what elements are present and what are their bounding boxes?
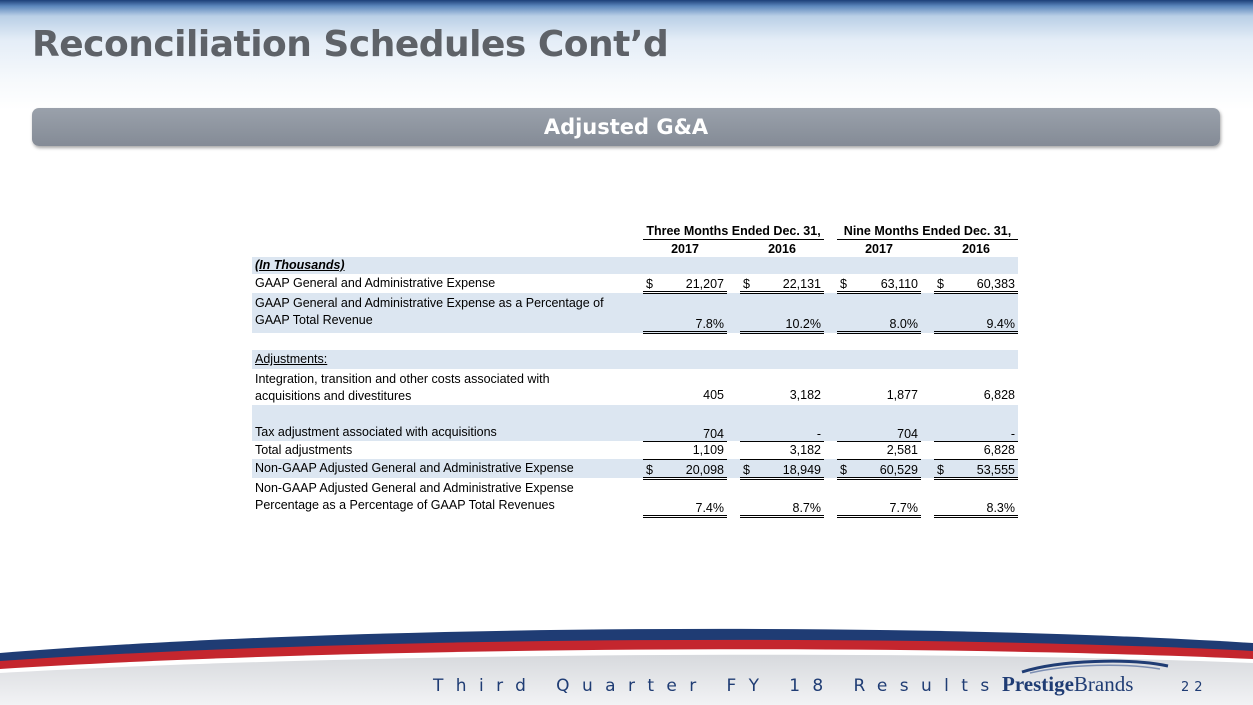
currency-symbol: $ xyxy=(840,462,847,477)
year-header: 2017 xyxy=(671,241,699,256)
cell-value: 3,182 xyxy=(740,441,824,459)
cell-value: 6,828 xyxy=(983,388,1015,402)
period-three-months: Three Months Ended Dec. 31, xyxy=(643,222,824,240)
section-banner xyxy=(32,108,1220,146)
cell-value: 8.0% xyxy=(837,293,921,333)
units-row xyxy=(252,257,1018,274)
cell-value: 63,110 xyxy=(880,277,918,291)
footer-subtitle: Third Quarter FY 18 Results xyxy=(433,676,1002,696)
cell-value: 8.3% xyxy=(934,478,1018,516)
cell-value: 1,109 xyxy=(643,441,727,459)
adjustments-header-row xyxy=(252,350,1018,369)
table-row-total-adjustments xyxy=(252,441,1018,459)
cell-value: 7.4% xyxy=(643,478,727,516)
brand-logo xyxy=(1002,672,1133,697)
cell-value: 704 xyxy=(643,405,727,441)
table-row-integration xyxy=(252,369,1018,405)
cell-value: 60,383 xyxy=(976,277,1015,291)
cell-value: 18,949 xyxy=(782,462,821,477)
cell-value: 8.7% xyxy=(740,478,824,516)
brand-logo-part2: Brands xyxy=(1073,672,1134,696)
cell-value: 1,877 xyxy=(886,388,918,402)
row-label: GAAP General and Administrative Expense xyxy=(255,275,496,290)
banner-label: Adjusted G&A xyxy=(543,115,709,139)
cell-value: 10.2% xyxy=(740,293,824,333)
currency-symbol: $ xyxy=(937,462,944,477)
cell-value: 3,182 xyxy=(789,388,821,402)
row-label-line1: Integration, transition and other costs associated with xyxy=(255,372,550,386)
row-label-line2: Percentage as a Percentage of GAAP Total Revenues xyxy=(255,498,555,512)
cell-value: 22,131 xyxy=(782,277,821,291)
year-header: 2017 xyxy=(865,241,893,256)
cell-value: - xyxy=(740,405,824,441)
table-row-tax-adjustment xyxy=(252,405,1018,441)
period-nine-months: Nine Months Ended Dec. 31, xyxy=(837,222,1018,240)
currency-symbol: $ xyxy=(743,277,750,291)
spacer-row xyxy=(252,333,1018,351)
cell-value: 21,207 xyxy=(685,277,724,291)
cell-value: 405 xyxy=(703,388,724,402)
currency-symbol: $ xyxy=(743,462,750,477)
row-label-line1: GAAP General and Administrative Expense as a Percentage of xyxy=(255,295,604,310)
adjustments-label: Adjustments: xyxy=(255,352,328,366)
year-header-row xyxy=(252,240,1018,258)
page-title: Reconciliation Schedules Cont’d xyxy=(32,24,669,65)
table-row-gaap-pct xyxy=(252,293,1018,333)
cell-value: 7.8% xyxy=(643,293,727,333)
units-label: (In Thousands) xyxy=(255,258,345,272)
row-label: Non-GAAP Adjusted General and Administrative Expense xyxy=(252,459,630,478)
row-label: Total adjustments xyxy=(255,442,353,457)
table-row-non-gaap-pct xyxy=(252,478,1018,516)
row-label: Tax adjustment associated with acquisitions xyxy=(252,405,630,441)
currency-symbol: $ xyxy=(840,277,847,291)
cell-value: 6,828 xyxy=(934,441,1018,459)
page-number: 22 xyxy=(1181,680,1208,695)
cell-value: 2,581 xyxy=(837,441,921,459)
cell-value: 7.7% xyxy=(837,478,921,516)
reconciliation-table xyxy=(252,222,1018,518)
cell-value: 53,555 xyxy=(976,462,1015,477)
year-header: 2016 xyxy=(962,241,990,256)
table-row-gaap-expense xyxy=(252,274,1018,293)
period-header-row xyxy=(252,222,1018,240)
cell-value: 9.4% xyxy=(934,293,1018,333)
cell-value: - xyxy=(934,405,1018,441)
year-header: 2016 xyxy=(768,241,796,256)
cell-value: 60,529 xyxy=(879,462,918,477)
brand-logo-part1: Prestige xyxy=(1002,672,1074,696)
currency-symbol: $ xyxy=(646,277,653,291)
row-label-line2: GAAP Total Revenue xyxy=(255,312,373,327)
row-label-line2: acquisitions and divestitures xyxy=(255,389,412,403)
currency-symbol: $ xyxy=(646,462,653,477)
currency-symbol: $ xyxy=(937,277,944,291)
table-row-non-gaap-expense xyxy=(252,459,1018,478)
cell-value: 704 xyxy=(837,405,921,441)
cell-value: 20,098 xyxy=(685,462,724,477)
row-label-line1: Non-GAAP Adjusted General and Administrative Expense xyxy=(255,481,574,495)
